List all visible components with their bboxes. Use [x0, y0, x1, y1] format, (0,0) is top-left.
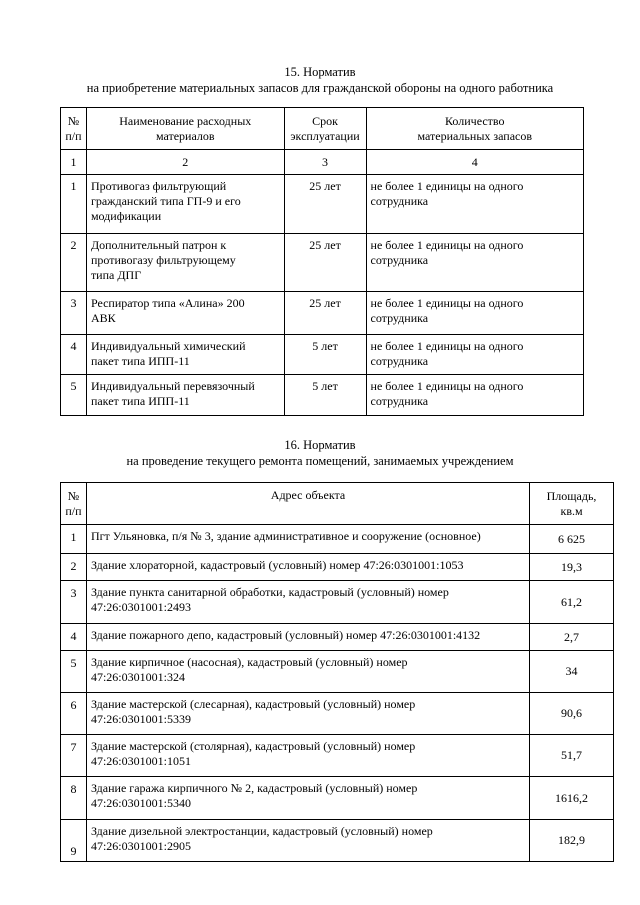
col-number: 3 — [284, 150, 366, 175]
item-qty: не более 1 единицы на одного сотрудника — [366, 292, 583, 335]
object-address: Здание пожарного депо, кадастровый (условный) номер 47:26:0301001:4132 — [86, 624, 529, 651]
row-num: 3 — [61, 581, 87, 624]
item-name: Респиратор типа «Алина» 200 АВК — [86, 292, 284, 335]
row-num: 7 — [61, 735, 87, 777]
table-row — [61, 292, 584, 335]
item-name: Индивидуальный химический пакет типа ИПП-11 — [86, 335, 284, 375]
item-qty: не более 1 единицы на одного сотрудника — [366, 175, 583, 234]
item-qty: не более 1 единицы на одного сотрудника — [366, 335, 583, 375]
object-area: 34 — [530, 651, 614, 693]
row-num: 4 — [61, 335, 87, 375]
header-name: Наименование расходных материалов — [86, 108, 284, 150]
row-num: 3 — [61, 292, 87, 335]
table-row — [61, 525, 614, 554]
item-qty: не более 1 единицы на одного сотрудника — [366, 375, 583, 416]
object-address: Здание кирпичное (насосная), кадастровый (условный) номер 47:26:0301001:324 — [86, 651, 529, 693]
table-row — [61, 335, 584, 375]
row-num: 4 — [61, 624, 87, 651]
item-name: Индивидуальный перевязочный пакет типа ИПП-11 — [86, 375, 284, 416]
norm-16-subtitle: на проведение текущего ремонта помещений, занимаемых учреждением — [126, 454, 514, 468]
row-num: 5 — [61, 651, 87, 693]
col-number: 4 — [366, 150, 583, 175]
object-address: Здание дизельной электростанции, кадастровый (условный) номер 47:26:0301001:2905 — [86, 820, 529, 862]
table-row — [61, 777, 614, 820]
col-number: 1 — [61, 150, 87, 175]
table-row — [61, 651, 614, 693]
item-name: Противогаз фильтрующий гражданский типа ГП-9 и его модификации — [86, 175, 284, 234]
item-term: 25 лет — [284, 175, 366, 234]
object-address: Здание мастерской (слесарная), кадастровый (условный) номер 47:26:0301001:5339 — [86, 693, 529, 735]
item-qty: не более 1 единицы на одного сотрудника — [366, 234, 583, 292]
item-term: 25 лет — [284, 292, 366, 335]
object-area: 51,7 — [530, 735, 614, 777]
premises-header-row — [61, 483, 614, 525]
row-num: 6 — [61, 693, 87, 735]
object-area: 6 625 — [530, 525, 614, 554]
header-area: Площадь, кв.м — [530, 483, 614, 525]
col-number: 2 — [86, 150, 284, 175]
header-term: Срок эксплуатации — [284, 108, 366, 150]
item-name: Дополнительный патрон к противогазу фильтрующему типа ДПГ — [86, 234, 284, 292]
supplies-table — [60, 107, 584, 416]
object-area: 1616,2 — [530, 777, 614, 820]
norm-16-title: 16. Норматив — [284, 438, 356, 452]
row-num: 2 — [61, 234, 87, 292]
table-row — [61, 554, 614, 581]
header-num: № п/п — [61, 108, 87, 150]
item-term: 5 лет — [284, 375, 366, 416]
object-address: Здание хлораторной, кадастровый (условный) номер 47:26:0301001:1053 — [86, 554, 529, 581]
table-row — [61, 581, 614, 624]
column-number-row — [61, 150, 584, 175]
object-address: Здание пункта санитарной обработки, кадастровый (условный) номер 47:26:0301001:2493 — [86, 581, 529, 624]
row-num: 1 — [61, 175, 87, 234]
row-num: 1 — [61, 525, 87, 554]
table-row — [61, 624, 614, 651]
header-qty: Количество материальных запасов — [366, 108, 583, 150]
row-num: 9 — [61, 820, 87, 862]
object-area: 182,9 — [530, 820, 614, 862]
object-area: 2,7 — [530, 624, 614, 651]
item-term: 5 лет — [284, 335, 366, 375]
table-row — [61, 820, 614, 862]
object-area: 90,6 — [530, 693, 614, 735]
object-address: Здание мастерской (столярная), кадастровый (условный) номер 47:26:0301001:1051 — [86, 735, 529, 777]
row-num: 8 — [61, 777, 87, 820]
table-row — [61, 735, 614, 777]
table-row — [61, 175, 584, 234]
table-row — [61, 693, 614, 735]
supplies-header-row — [61, 108, 584, 150]
row-num: 5 — [61, 375, 87, 416]
norm-15-title: 15. Норматив — [284, 65, 356, 79]
object-area: 61,2 — [530, 581, 614, 624]
table-row — [61, 234, 584, 292]
table-row — [61, 375, 584, 416]
object-address: Здание гаража кирпичного № 2, кадастровый (условный) номер 47:26:0301001:5340 — [86, 777, 529, 820]
norm-15-subtitle: на приобретение материальных запасов для гражданской обороны на одного работника — [86, 81, 554, 95]
item-term: 25 лет — [284, 234, 366, 292]
header-num: № п/п — [61, 483, 87, 525]
object-address: Пгт Ульяновка, п/я № 3, здание административное и сооружение (основное) — [86, 525, 529, 554]
premises-table — [60, 482, 614, 862]
row-num: 2 — [61, 554, 87, 581]
header-address: Адрес объекта — [86, 483, 529, 525]
object-area: 19,3 — [530, 554, 614, 581]
